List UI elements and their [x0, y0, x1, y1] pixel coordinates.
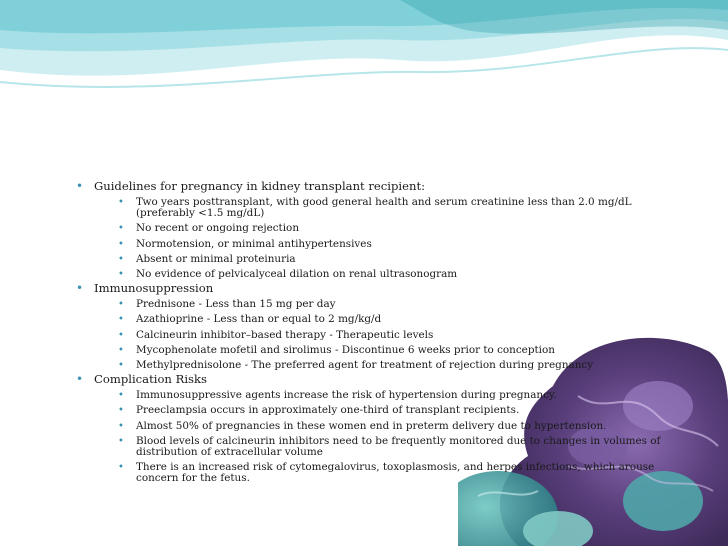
section-title: Complication Risks: [94, 372, 207, 387]
list-item: • No evidence of pelvicalyceal dilation on renal ultrasonogram: [118, 268, 458, 281]
bullet-icon: •: [118, 253, 124, 265]
bullet-icon: •: [118, 462, 124, 474]
list-item: • There is an increased risk of cytomegalovirus, toxoplasmosis, and herpes infections, which arouse concern for the fetus.: [118, 461, 655, 485]
section-title: Immunosuppression: [94, 281, 214, 296]
list-item: • Azathioprine - Less than or equal to 2 mg/kg/d: [118, 313, 382, 326]
list-item: • No recent or ongoing rejection: [118, 222, 300, 235]
list-item: • Methylprednisolone - The preferred agent for treatment of rejection during pregnancy: [118, 359, 594, 372]
list-item: • Normotension, or minimal antihypertensives: [118, 237, 372, 250]
section-title: Guidelines for pregnancy in kidney transplant recipient:: [94, 179, 426, 193]
bullet-icon: •: [118, 314, 124, 326]
bullet-icon: •: [76, 281, 84, 296]
bullet-icon: •: [118, 360, 124, 372]
slide-content: [74, 178, 684, 485]
list-item: • Mycophenolate mofetil and sirolimus - Discontinue 6 weeks prior to conception: [118, 343, 555, 356]
bullet-icon: •: [118, 299, 124, 311]
wave-header-decoration: [0, 0, 728, 110]
bullet-icon: •: [118, 329, 124, 341]
bullet-icon: •: [118, 420, 124, 432]
bullet-icon: •: [118, 223, 124, 235]
bullet-icon: •: [118, 197, 124, 208]
list-item: • Preeclampsia occurs in approximately one-third of transplant recipients.: [118, 404, 520, 417]
bullet-icon: •: [118, 390, 124, 402]
list-item: • Prednisone - Less than 15 mg per day: [118, 298, 336, 311]
section-guidelines: [74, 180, 684, 280]
list-item: • Immunosuppressive agents increase the risk of hypertension during pregnancy.: [118, 389, 557, 402]
section-complication-risks: [74, 373, 684, 484]
list-item: • Absent or minimal proteinuria: [118, 252, 296, 265]
list-item: • Almost 50% of pregnancies in these women end in preterm delivery due to hypertension.: [118, 419, 607, 432]
list-item: • Calcineurin inhibitor–based therapy - Therapeutic levels: [118, 328, 434, 341]
bullet-icon: •: [76, 179, 84, 193]
list-item: • Blood levels of calcineurin inhibitors need to be frequently monitored due to changes in volumes of distribution of extracellular volume: [118, 434, 661, 459]
bullet-icon: •: [118, 238, 124, 250]
bullet-icon: •: [118, 269, 124, 281]
list-item: • Two years posttransplant, with good general health and serum creatinine less than 2.0 mg/dL (preferably <1.5 mg/dL): [118, 196, 632, 220]
section-immunosuppression: [74, 282, 684, 371]
bullet-icon: •: [118, 435, 124, 447]
bullet-icon: •: [118, 344, 124, 356]
bullet-icon: •: [76, 372, 84, 387]
bullet-icon: •: [118, 405, 124, 417]
